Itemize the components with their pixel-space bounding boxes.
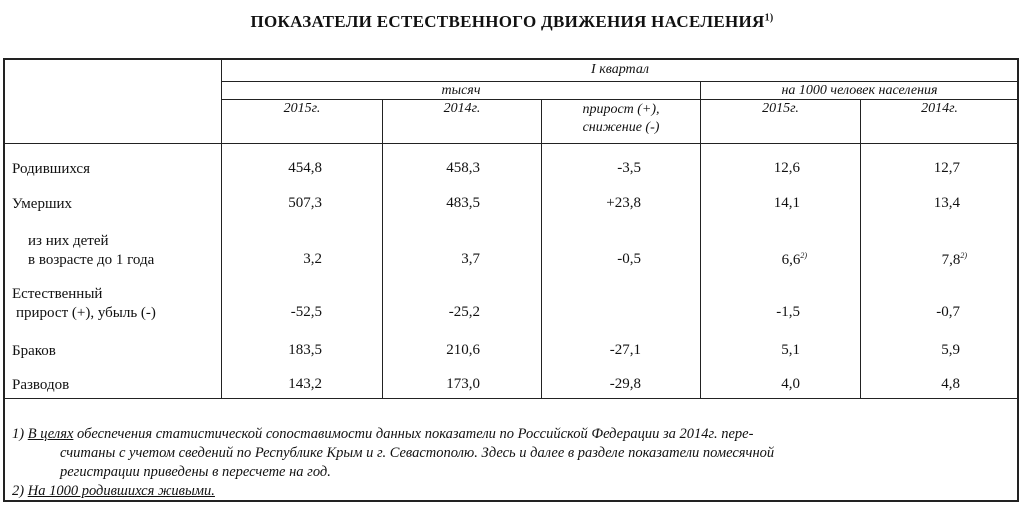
row-label-births: Родившихся bbox=[12, 161, 90, 177]
value: 5,1 bbox=[781, 342, 800, 358]
footnote-1-line1 bbox=[12, 425, 753, 444]
cell-divorces-2014: 173,0 bbox=[446, 376, 480, 392]
cell-deaths-rate-2015 bbox=[701, 195, 800, 212]
footnote-2-mark: 2) bbox=[12, 483, 25, 499]
footnote-mark: 2) bbox=[960, 251, 967, 260]
title-text: ПОКАЗАТЕЛИ ЕСТЕСТВЕННОГО ДВИЖЕНИЯ НАСЕЛЕНИЯ bbox=[250, 12, 765, 31]
footnote-1-line2: считаны с учетом сведений по Республике Крым и г. Севастополю. Здесь и далее в разделе показатели помесячной bbox=[60, 445, 775, 461]
footnote-1-text1: обеспечения статистической сопоставимости данных показатели по Российской Федерации за 2014г. пере- bbox=[77, 426, 754, 442]
value: 13,4 bbox=[933, 195, 960, 211]
value: 7,8 bbox=[941, 252, 961, 268]
cell-marriages-2014: 210,6 bbox=[446, 342, 480, 358]
cell-births-growth: -3,5 bbox=[617, 160, 641, 176]
cell-infants-growth: -0,5 bbox=[617, 251, 641, 267]
value: 12,7 bbox=[933, 160, 960, 176]
value: -0,7 bbox=[936, 304, 960, 320]
row-label-deaths: Умерших bbox=[12, 196, 73, 212]
header-growth-line2: снижение (-) bbox=[582, 120, 660, 135]
cell-births-2014: 458,3 bbox=[446, 160, 480, 176]
cell-deaths-2015: 507,3 bbox=[288, 195, 322, 211]
value: 6,6 bbox=[781, 252, 801, 268]
cell-marriages-rate-2015 bbox=[701, 342, 800, 359]
table-bottom-rule bbox=[3, 398, 1019, 399]
cell-deaths-growth: +23,8 bbox=[606, 195, 641, 211]
value: 4,0 bbox=[781, 376, 800, 392]
header-col-rate-2014: 2014г. bbox=[921, 101, 958, 116]
cell-births-rate-2014 bbox=[861, 160, 960, 177]
cell-infants-2015: 3,2 bbox=[303, 251, 322, 267]
title-footnote-mark: 1) bbox=[764, 12, 774, 24]
header-thousands: тысяч bbox=[441, 83, 481, 98]
cell-births-rate-2015 bbox=[701, 160, 800, 177]
cell-natural-2014: -25,2 bbox=[448, 304, 480, 320]
header-col-growth bbox=[542, 101, 700, 137]
footnote-mark: 2) bbox=[800, 251, 807, 260]
header-period: I квартал bbox=[591, 62, 649, 77]
header-col-rate-2015: 2015г. bbox=[762, 101, 799, 116]
header-rule-period bbox=[221, 81, 1017, 82]
value: 14,1 bbox=[773, 195, 800, 211]
row-label-infants-line1: из них детей bbox=[28, 233, 109, 249]
value: 5,9 bbox=[941, 342, 960, 358]
row-label-divorces: Разводов bbox=[12, 377, 70, 393]
row-label-natural-line2: прирост (+), убыль (-) bbox=[16, 305, 156, 321]
cell-natural-2015: -52,5 bbox=[290, 304, 322, 320]
cell-infants-rate-2014 bbox=[861, 251, 967, 269]
cell-deaths-2014: 483,5 bbox=[446, 195, 480, 211]
cell-infants-2014: 3,7 bbox=[461, 251, 480, 267]
value: -1,5 bbox=[776, 304, 800, 320]
header-per-1000: на 1000 человек населения bbox=[781, 83, 938, 98]
cell-natural-rate-2015 bbox=[701, 304, 800, 321]
footnote-1-mark: 1) bbox=[12, 426, 25, 442]
header-growth-line1: прирост (+), bbox=[582, 102, 660, 117]
row-label-natural-line1: Естественный bbox=[12, 286, 103, 302]
cell-divorces-2015: 143,2 bbox=[288, 376, 322, 392]
cell-deaths-rate-2014 bbox=[861, 195, 960, 212]
header-col-2015: 2015г. bbox=[283, 101, 321, 116]
cell-births-2015: 454,8 bbox=[288, 160, 322, 176]
cell-marriages-growth: -27,1 bbox=[609, 342, 641, 358]
cell-natural-rate-2014 bbox=[861, 304, 960, 321]
cell-infants-rate-2015 bbox=[701, 251, 807, 269]
value: 12,6 bbox=[773, 160, 800, 176]
cell-marriages-rate-2014 bbox=[861, 342, 960, 359]
footnote-2 bbox=[12, 482, 215, 501]
cell-marriages-2015: 183,5 bbox=[288, 342, 322, 358]
footnote-2-text: На 1000 родившихся живыми. bbox=[27, 483, 215, 499]
header-bottom-rule bbox=[3, 143, 1019, 144]
cell-divorces-growth: -29,8 bbox=[609, 376, 641, 392]
row-label-marriages: Браков bbox=[12, 343, 56, 359]
cell-divorces-rate-2015 bbox=[701, 376, 800, 393]
footnote-1-lead: В целях bbox=[27, 426, 74, 442]
page-title bbox=[0, 12, 1024, 32]
row-label-infants-line2: в возрасте до 1 года bbox=[28, 252, 155, 268]
header-col-2014: 2014г. bbox=[443, 101, 481, 116]
footnote-1-line3: регистрации приведены в пересчете на год. bbox=[60, 464, 331, 480]
value: 4,8 bbox=[941, 376, 960, 392]
header-rule-units bbox=[221, 99, 1017, 100]
cell-divorces-rate-2014 bbox=[861, 376, 960, 393]
